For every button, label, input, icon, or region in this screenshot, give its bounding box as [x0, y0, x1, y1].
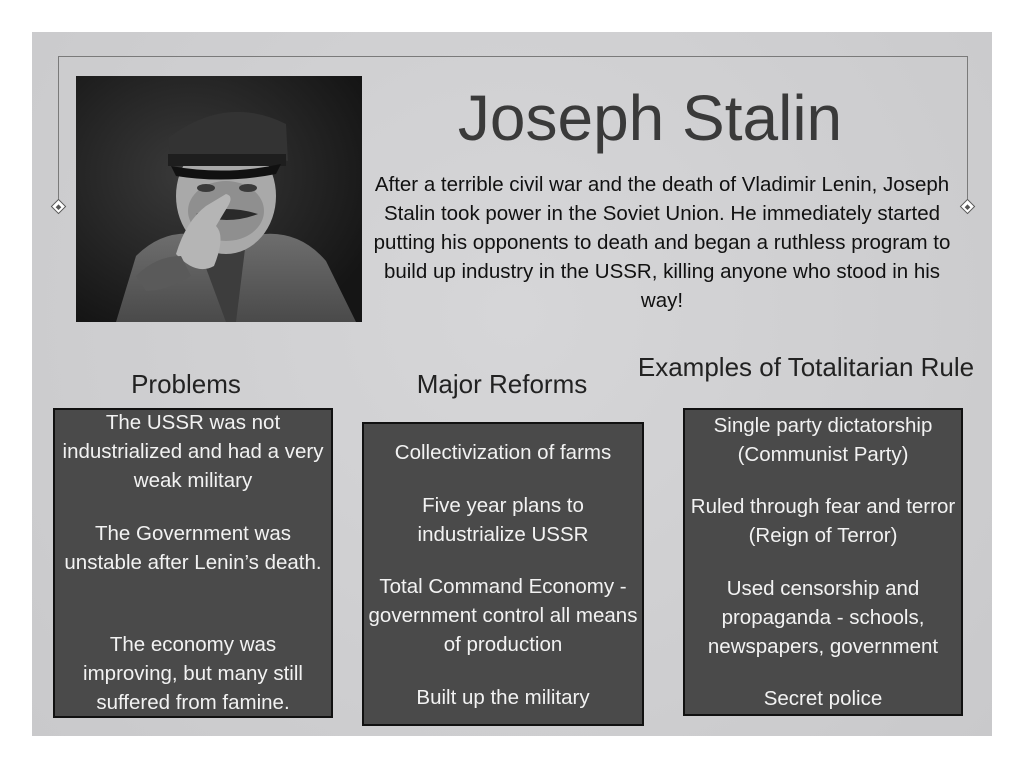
problems-item: The economy was improving, but many still suffered from famine. — [83, 633, 303, 714]
frame-line-right — [967, 56, 968, 206]
stalin-portrait-photo — [76, 76, 362, 322]
problems-item: The USSR was not industrialized and had a very weak military — [62, 411, 324, 492]
problems-heading: Problems — [131, 369, 241, 399]
examples-item: Single party dictatorship (Communist Party) — [713, 414, 933, 466]
reforms-item: Built up the military — [416, 686, 590, 709]
examples-item: Used censorship and propaganda - schools, newspapers, government — [707, 577, 939, 658]
frame-line-left — [58, 56, 59, 206]
portrait-photo-icon — [76, 76, 362, 322]
reforms-item: Five year plans to industrialize USSR — [417, 494, 589, 546]
examples-item: Ruled through fear and terror (Reign of Terror) — [690, 495, 956, 547]
examples-item: Secret police — [763, 687, 883, 710]
problems-item: The Government was unstable after Lenin’s death. — [64, 522, 322, 574]
reforms-item: Total Command Economy - government control all means of production — [368, 575, 638, 656]
reforms-item: Collectivization of farms — [394, 441, 612, 464]
major-reforms-heading: Major Reforms — [416, 369, 588, 399]
slide-title: Joseph Stalin — [457, 82, 843, 154]
totalitarian-rule-heading: Examples of Totalitarian Rule — [637, 352, 975, 382]
intro-paragraph: After a terrible civil war and the death of Vladimir Lenin, Joseph Stalin took power in the Soviet Union. He immediately started putting his opponents to death and began a ruthless program to build up industry in the USSR, killing anyone who stood in his way! — [373, 173, 951, 312]
frame-line-top — [58, 56, 968, 57]
